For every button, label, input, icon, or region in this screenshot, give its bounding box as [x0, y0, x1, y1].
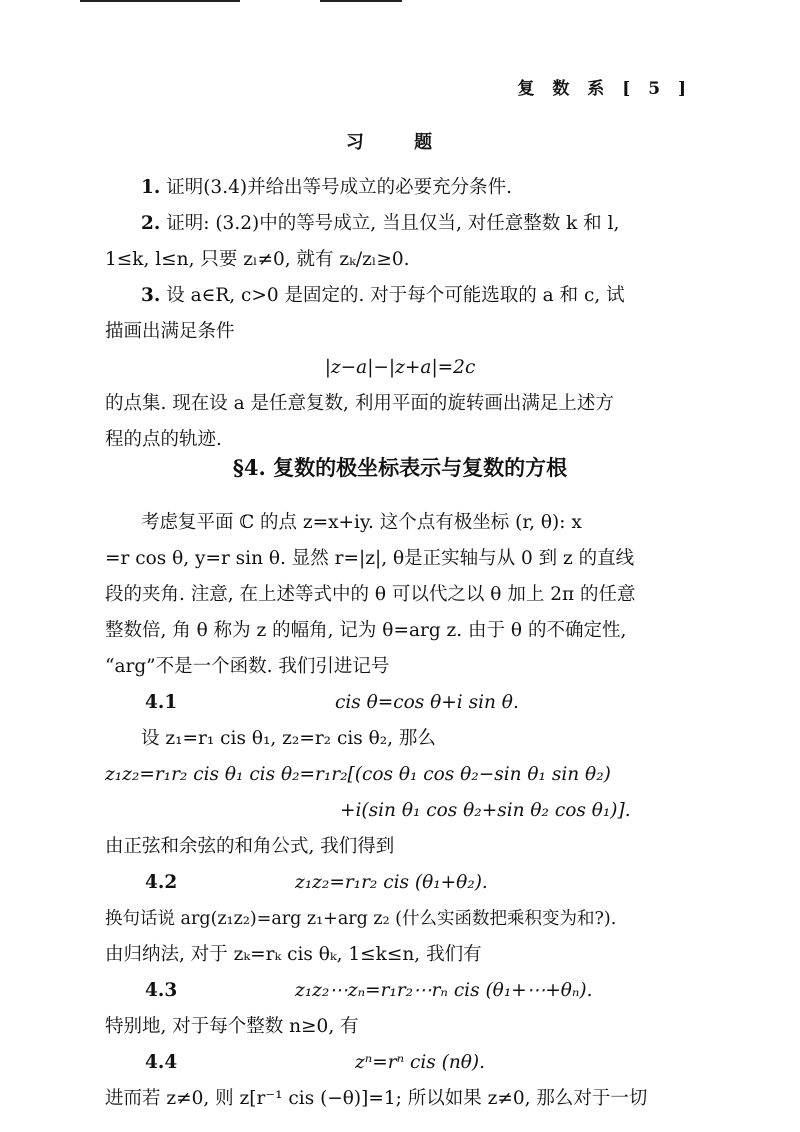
running-header [517, 74, 692, 99]
special-line: 特别地, 对于每个整数 n≥0, 有 [105, 1016, 359, 1037]
eq-expr: z₁z₂⋯zₙ=r₁r₂⋯rₙ cis (θ₁+⋯+θₙ). [295, 980, 593, 1001]
induction-line: 由归纳法, 对于 zₖ=rₖ cis θₖ, 1≤k≤n, 我们有 [105, 944, 482, 965]
intro-line-1: 考虑复平面 ℂ 的点 z=x+iy. 这个点有极坐标 (r, θ): x [141, 512, 582, 533]
eq-number: 4.3 [145, 980, 178, 1001]
eq-number: 4.1 [145, 692, 178, 713]
intro-line-4: 整数倍, 角 θ 称为 z 的幅角, 记为 θ=arg z. 由于 θ 的不确定性, [105, 620, 627, 641]
eq-expr: z₁z₂=r₁r₂ cis (θ₁+θ₂). [295, 872, 488, 893]
top-rule-left [80, 0, 240, 2]
intro-line-3: 段的夹角. 注意, 在上述等式中的 θ 可以代之以 θ 加上 2π 的任意 [105, 584, 636, 605]
eq-expr: zⁿ=rⁿ cis (nθ). [355, 1052, 485, 1073]
top-rule-right [320, 0, 402, 2]
product-line-2: +i(sin θ₁ cos θ₂+sin θ₂ cos θ₁)]. [340, 800, 631, 821]
arg-line: 换句话说 arg(z₁z₂)=arg z₁+arg z₂ (什么实函数把乘积变为和?). [105, 909, 617, 929]
equation-4-1 [105, 685, 695, 721]
page-number: [ 5 ] [622, 79, 692, 99]
last-line: 进而若 z≠0, 则 z[r⁻¹ cis (−θ)]=1; 所以如果 z≠0, 那么对于一切 [105, 1088, 648, 1109]
exercise-2: 2. 证明: (3.2)中的等号成立, 当且仅当, 对任意整数 k 和 l, [141, 213, 620, 234]
exercises-title: 习 题 [345, 132, 455, 153]
eq-expr: cis θ=cos θ+i sin θ. [335, 692, 519, 713]
running-head-title: 复 数 系 [517, 79, 611, 99]
eq-number: 4.2 [145, 872, 178, 893]
equation-4-2 [105, 865, 695, 901]
exercise-3-cont: 描画出满足条件 [105, 321, 235, 342]
section-heading: §4. 复数的极坐标表示与复数的方根 [232, 455, 568, 480]
exercise-3-equation: |z−a|−|z+a|=2c [324, 357, 476, 378]
section-body [105, 505, 695, 1117]
let-line: 设 z₁=r₁ cis θ₁, z₂=r₂ cis θ₂, 那么 [141, 728, 436, 749]
product-line-1: z₁z₂=r₁r₂ cis θ₁ cis θ₂=r₁r₂[(cos θ₁ cos θ₂−sin θ₁ sin θ₂) [105, 764, 611, 785]
intro-line-5: “arg”不是一个函数. 我们引进记号 [105, 656, 390, 677]
exercise-2-cont: 1≤k, l≤n, 只要 zₗ≠0, 就有 zₖ/zₗ≥0. [105, 249, 410, 270]
exercise-1: 1. 证明(3.4)并给出等号成立的必要充分条件. [141, 177, 512, 198]
sum-formula-line: 由正弦和余弦的和角公式, 我们得到 [105, 836, 395, 857]
exercise-list [105, 170, 695, 458]
equation-4-4 [105, 1045, 695, 1081]
exercise-3: 3. 设 a∈R, c>0 是固定的. 对于每个可能选取的 a 和 c, 试 [141, 285, 625, 306]
eq-number: 4.4 [145, 1052, 178, 1073]
intro-line-2: =r cos θ, y=r sin θ. 显然 r=|z|, θ是正实轴与从 0 到 z 的直线 [105, 548, 635, 569]
equation-4-3 [105, 973, 695, 1009]
exercise-3-after-1: 的点集. 现在设 a 是任意复数, 利用平面的旋转画出满足上述方 [105, 393, 614, 414]
exercise-3-after-2: 程的点的轨迹. [105, 429, 222, 450]
